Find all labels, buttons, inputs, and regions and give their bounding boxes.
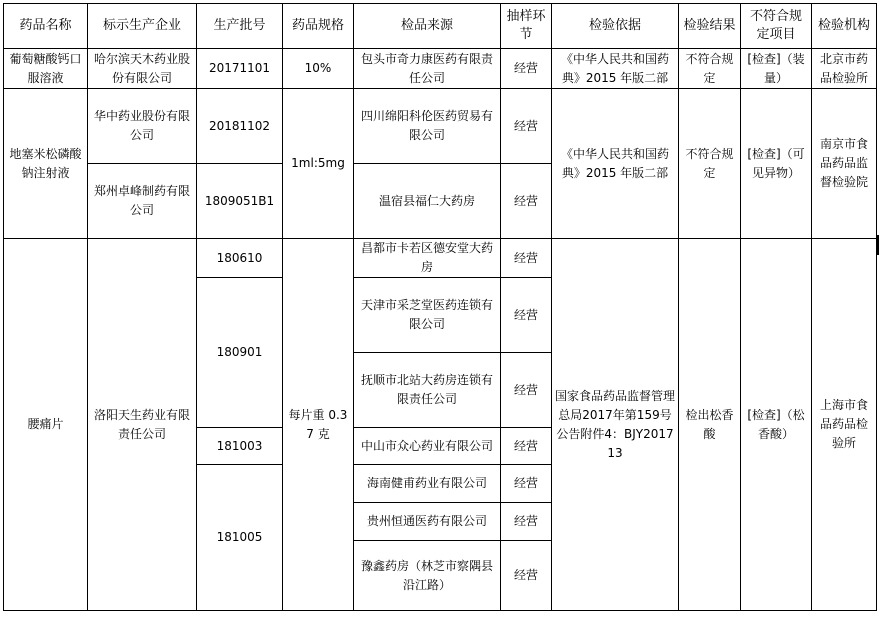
stage-cell: 经营 [501, 353, 552, 428]
manufacturer-cell: 郑州卓峰制药有限公司 [88, 164, 197, 239]
agency-cell: 南京市食品药品监督检验院 [812, 89, 877, 239]
manufacturer-cell: 哈尔滨天木药业股份有限公司 [88, 49, 197, 89]
page-edge-divider [877, 235, 879, 255]
spec-cell: 每片重 0.37 克 [283, 239, 354, 611]
stage-cell: 经营 [501, 278, 552, 353]
basis-cell: 《中华人民共和国药典》2015 年版二部 [552, 49, 679, 89]
header-manufacturer: 标示生产企业 [88, 4, 197, 49]
result-cell: 检出松香酸 [679, 239, 741, 611]
result-cell: 不符合规定 [679, 49, 741, 89]
stage-cell: 经营 [501, 503, 552, 541]
batch-cell: 180610 [197, 239, 283, 278]
result-cell: 不符合规定 [679, 89, 741, 239]
header-drug-name: 药品名称 [4, 4, 88, 49]
drug-name-cell: 葡萄糖酸钙口服溶液 [4, 49, 88, 89]
header-basis: 检验依据 [552, 4, 679, 49]
nonconform-cell: [检查]（松香酸） [741, 239, 812, 611]
source-cell: 天津市采芝堂医药连锁有限公司 [354, 278, 501, 353]
header-agency: 检验机构 [812, 4, 877, 49]
stage-cell: 经营 [501, 465, 552, 503]
stage-cell: 经营 [501, 164, 552, 239]
inspection-results-table [3, 3, 877, 611]
spec-cell: 10% [283, 49, 354, 89]
batch-cell: 1809051B1 [197, 164, 283, 239]
source-cell: 海南健甫药业有限公司 [354, 465, 501, 503]
drug-name-cell: 地塞米松磷酸钠注射液 [4, 89, 88, 239]
source-cell: 中山市众心药业有限公司 [354, 428, 501, 465]
header-row [4, 4, 877, 49]
source-cell: 温宿县福仁大药房 [354, 164, 501, 239]
batch-cell: 20171101 [197, 49, 283, 89]
basis-cell: 国家食品药品监督管理总局2017年第159号公告附件4：BJY201713 [552, 239, 679, 611]
batch-cell: 181005 [197, 465, 283, 611]
source-cell: 四川绵阳科伦医药贸易有限公司 [354, 89, 501, 164]
header-stage: 抽样环节 [501, 4, 552, 49]
source-cell: 贵州恒通医药有限公司 [354, 503, 501, 541]
stage-cell: 经营 [501, 239, 552, 278]
batch-cell: 180901 [197, 278, 283, 428]
source-cell: 抚顺市北站大药房连锁有限责任公司 [354, 353, 501, 428]
stage-cell: 经营 [501, 49, 552, 89]
header-result: 检验结果 [679, 4, 741, 49]
table-row [4, 239, 877, 278]
basis-cell: 《中华人民共和国药典》2015 年版二部 [552, 89, 679, 239]
stage-cell: 经营 [501, 89, 552, 164]
stage-cell: 经营 [501, 541, 552, 611]
table-row [4, 49, 877, 89]
manufacturer-cell: 洛阳天生药业有限责任公司 [88, 239, 197, 611]
table-row [4, 89, 877, 164]
header-batch: 生产批号 [197, 4, 283, 49]
nonconform-cell: [检查]（可见异物） [741, 89, 812, 239]
agency-cell: 上海市食品药品检验所 [812, 239, 877, 611]
spec-cell: 1ml:5mg [283, 89, 354, 239]
header-nonconform: 不符合规定项目 [741, 4, 812, 49]
stage-cell: 经营 [501, 428, 552, 465]
nonconform-cell: [检查]（装量） [741, 49, 812, 89]
manufacturer-cell: 华中药业股份有限公司 [88, 89, 197, 164]
agency-cell: 北京市药品检验所 [812, 49, 877, 89]
batch-cell: 20181102 [197, 89, 283, 164]
header-source: 检品来源 [354, 4, 501, 49]
header-spec: 药品规格 [283, 4, 354, 49]
drug-name-cell: 腰痛片 [4, 239, 88, 611]
batch-cell: 181003 [197, 428, 283, 465]
source-cell: 豫鑫药房（林芝市察隅县沿江路） [354, 541, 501, 611]
source-cell: 包头市奇力康医药有限责任公司 [354, 49, 501, 89]
source-cell: 昌都市卡若区德安堂大药房 [354, 239, 501, 278]
